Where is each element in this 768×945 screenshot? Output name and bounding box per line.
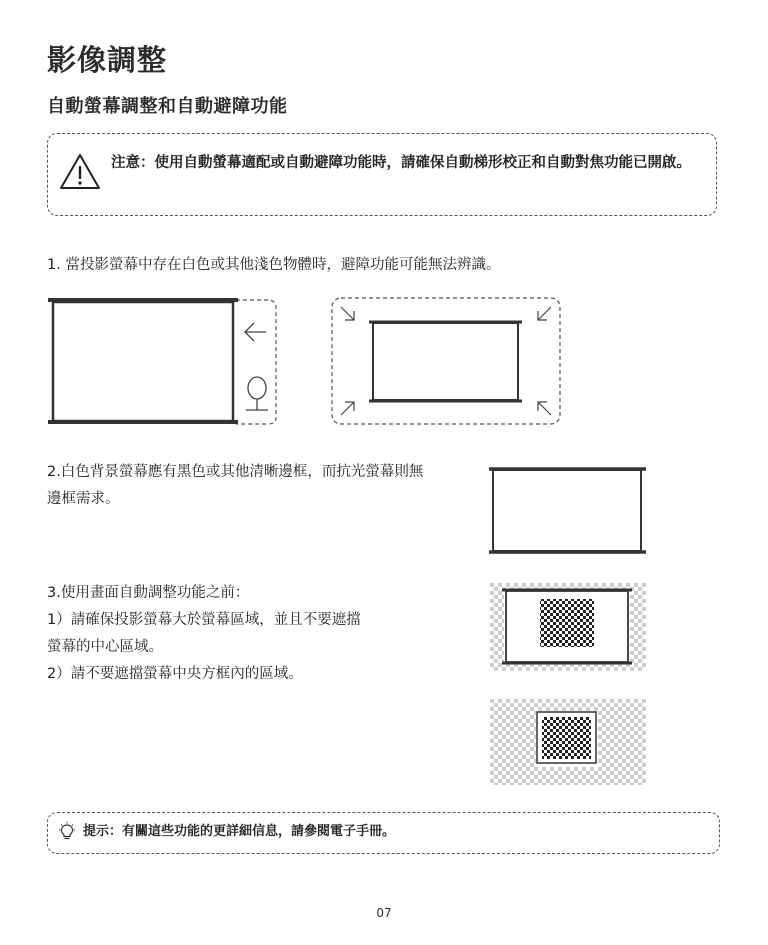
page-title: 影像調整: [47, 43, 168, 77]
illustration-screen-corners: [330, 296, 564, 428]
item-2-text: 2.白色背景螢幕應有黑色或其他清晰邊框，而抗光螢幕則無邊框需求。: [47, 464, 424, 507]
warning-triangle-icon: [58, 152, 102, 192]
notice-text: 注意：使用自動螢幕適配或自動避障功能時，請確保自動梯形校正和自動對焦功能已開啟。: [111, 155, 691, 171]
illustration-checker-screen-2: [490, 699, 646, 785]
illustration-checker-screen-1: [490, 583, 646, 671]
item-3-line-2: 螢幕的中心區域。: [47, 639, 163, 655]
section-heading: 自動螢幕調整和自動避障功能: [47, 96, 288, 117]
item-3-title: 3.使用畫面自動調整功能之前：: [47, 585, 250, 601]
item-1-text: 1. 當投影螢幕中存在白色或其他淺色物體時，避障功能可能無法辨識。: [47, 257, 501, 273]
page-number: 07: [376, 906, 392, 920]
illustration-bordered-screen: [488, 465, 650, 559]
item-3-line-3: 2）請不要遮擋螢幕中央方框內的區域。: [47, 666, 303, 682]
illustration-screen-obstacle: [46, 296, 282, 430]
lightbulb-icon: [58, 822, 76, 842]
tip-text: 提示：有關這些功能的更詳細信息，請參閱電子手冊。: [83, 824, 396, 839]
item-3-text: [47, 580, 447, 688]
item-3-line-1: 1）請確保投影螢幕大於螢幕區域，並且不要遮擋: [47, 612, 361, 628]
